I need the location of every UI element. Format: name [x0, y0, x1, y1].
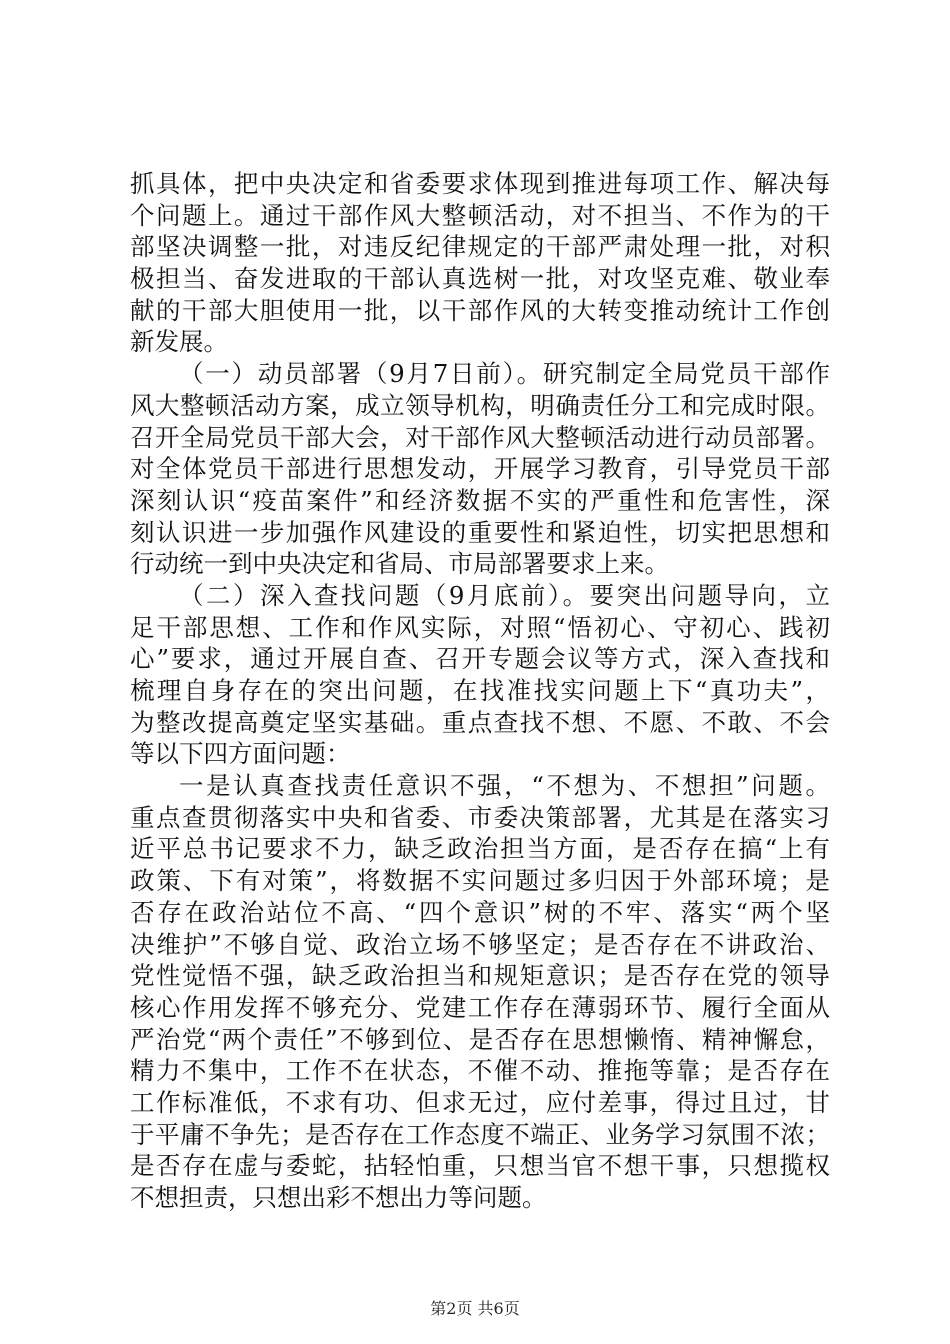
text-line: 严治党“两个责任”不够到位、是否存在思想懒惰、精神懈怠，	[130, 1024, 830, 1054]
text-line: 等以下四方面问题：	[130, 739, 351, 769]
text-line: 党性觉悟不强，缺乏政治担当和规矩意识；是否存在党的领导	[130, 961, 830, 991]
text-line: 工作标准低，不求有功、但求无过，应付差事，得过且过，甘	[130, 1087, 830, 1117]
text-line: 精力不集中，工作不在状态，不催不动、推拖等靠；是否存在	[130, 1056, 830, 1086]
paragraph	[130, 580, 830, 770]
text-line: 对全体党员干部进行思想发动，开展学习教育，引导党员干部	[130, 454, 830, 484]
text-line: 政策、下有对策”，将数据不实问题过多归因于外部环境；是	[130, 866, 830, 896]
text-line: 近平总书记要求不力，缺乏政治担当方面，是否存在搞“上有	[130, 834, 830, 864]
text-line: 梳理自身存在的突出问题，在找准找实问题上下“真功夫”，	[130, 676, 830, 705]
text-line: 核心作用发挥不够充分、党建工作存在薄弱环节、履行全面从	[130, 992, 830, 1022]
text-line: 于平庸不争先；是否存在工作态度不端正、业务学习氛围不浓；	[130, 1119, 830, 1149]
text-line: 抓具体，把中央决定和省委要求体现到推进每项工作、解决每	[130, 169, 830, 198]
text-line: 深刻认识“疫苗案件”和经济数据不实的严重性和危害性，深	[130, 485, 830, 515]
paragraph	[130, 168, 830, 358]
text-line: 行动统一到中央决定和省局、市局部署要求上来。	[130, 549, 669, 579]
document-body	[130, 168, 830, 1214]
paragraph	[130, 358, 830, 580]
text-line: 风大整顿活动方案，成立领导机构，明确责任分工和完成时限。	[130, 390, 830, 420]
text-line: 为整改提高奠定坚实基础。重点查找不想、不愿、不敢、不会	[130, 707, 830, 737]
text-line: 心”要求，通过开展自查、召开专题会议等方式，深入查找和	[130, 644, 830, 674]
text-line: 一是认真查找责任意识不强，“不想为、不想担”问题。	[179, 771, 830, 801]
text-line: 是否存在虚与委蛇，拈轻怕重，只想当官不想干事，只想揽权	[130, 1151, 830, 1181]
text-line: 极担当、奋发进取的干部认真选树一批，对攻坚克难、敬业奉	[130, 264, 830, 294]
text-line: （一）动员部署（9月7日前）。研究制定全局党员干部作	[179, 359, 830, 389]
text-line: 个问题上。通过干部作风大整顿活动，对不担当、不作为的干	[130, 200, 830, 230]
text-line: 重点查贯彻落实中央和省委、市委决策部署，尤其是在落实习	[130, 802, 830, 832]
paragraph	[130, 770, 830, 1214]
text-line: 足干部思想、工作和作风实际，对照“悟初心、守初心、践初	[130, 612, 830, 642]
page-footer: 第2页 共6页	[430, 1299, 520, 1318]
text-line: 否存在政治站位不高、“四个意识”树的不牢、落实“两个坚	[130, 897, 830, 927]
text-line: 不想担责，只想出彩不想出力等问题。	[130, 1183, 547, 1212]
text-line: 刻认识进一步加强作风建设的重要性和紧迫性，切实把思想和	[130, 517, 830, 547]
text-line: 召开全局党员干部大会，对干部作风大整顿活动进行动员部署。	[130, 422, 830, 452]
text-line: 新发展。	[130, 327, 228, 357]
text-line: 决维护”不够自觉、政治立场不够坚定；是否存在不讲政治、	[130, 929, 830, 959]
text-line: 部坚决调整一批，对违反纪律规定的干部严肃处理一批，对积	[130, 232, 830, 262]
text-line: （二）深入查找问题（9月底前）。要突出问题导向，立	[179, 580, 830, 610]
text-line: 献的干部大胆使用一批，以干部作风的大转变推动统计工作创	[130, 295, 830, 325]
